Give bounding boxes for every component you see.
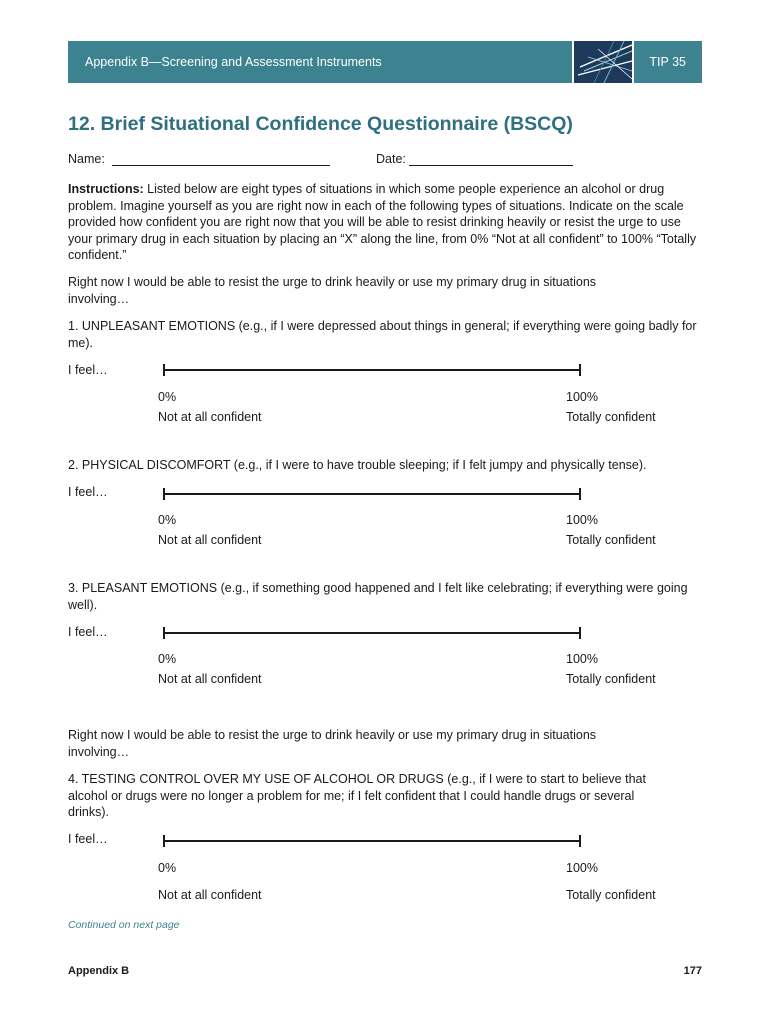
name-field-row — [68, 152, 330, 166]
page-header — [68, 41, 702, 83]
scale-max-label: 100% — [566, 390, 598, 404]
scale-max-desc: Totally confident — [566, 672, 656, 686]
scale-min-label: 0% — [158, 652, 177, 666]
feel-label: I feel… — [68, 832, 108, 846]
scale-min-desc: Not at all confident — [158, 533, 262, 547]
page-title: 12. Brief Situational Confidence Questionnaire (BSCQ) — [68, 113, 573, 135]
item-3-text: 3. PLEASANT EMOTIONS (e.g., if something good happened and I felt like celebrating; if everything were going well). — [68, 581, 688, 612]
footer-appendix-label: Appendix B — [68, 965, 130, 977]
date-label: Date: — [376, 152, 406, 166]
name-field[interactable] — [112, 153, 330, 166]
scale-min-label: 0% — [158, 861, 177, 875]
intro-text-1: Right now I would be able to resist the urge to drink heavily or use my primary drug in situations involving… — [68, 275, 597, 306]
scale-max-desc: Totally confident — [566, 888, 656, 902]
feel-label: I feel… — [68, 485, 108, 499]
intro-text-2: Right now I would be able to resist the urge to drink heavily or use my primary drug in situations involving… — [68, 728, 597, 759]
page-number: 177 — [683, 965, 702, 977]
scale-min-desc: Not at all confident — [158, 672, 262, 686]
item-4-text: 4. TESTING CONTROL OVER MY USE OF ALCOHOL OR DRUGS (e.g., if I were to start to believe that alcohol or drugs were no longer a problem for me; if I felt confident that I could handle drugs or several drinks). — [68, 772, 646, 819]
confidence-scale-3[interactable] — [163, 627, 581, 639]
scale-max-desc: Totally confident — [566, 410, 656, 424]
scale-min-desc: Not at all confident — [158, 410, 262, 424]
header-title: Appendix B—Screening and Assessment Instruments — [85, 55, 382, 69]
scale-min-desc: Not at all confident — [158, 888, 262, 902]
scale-min-label: 0% — [158, 513, 177, 527]
continued-note: Continued on next page — [68, 919, 180, 931]
date-field[interactable] — [409, 153, 573, 166]
scale-max-label: 100% — [566, 513, 598, 527]
date-field-row — [376, 152, 573, 166]
instructions — [68, 181, 708, 264]
scale-max-label: 100% — [566, 861, 598, 875]
item-1-text: 1. UNPLEASANT EMOTIONS (e.g., if I were depressed about things in general; if everything were going badly for me). — [68, 319, 697, 350]
feel-label: I feel… — [68, 625, 108, 639]
feel-label: I feel… — [68, 363, 108, 377]
scale-max-desc: Totally confident — [566, 533, 656, 547]
scale-max-label: 100% — [566, 652, 598, 666]
instructions-label: Instructions: — [68, 182, 144, 196]
tip-label: TIP 35 — [649, 55, 686, 69]
scale-min-label: 0% — [158, 390, 177, 404]
name-label: Name: — [68, 152, 105, 166]
abstract-lines-icon — [572, 41, 634, 83]
confidence-scale-1[interactable] — [163, 364, 581, 376]
confidence-scale-2[interactable] — [163, 488, 581, 500]
item-2-text: 2. PHYSICAL DISCOMFORT (e.g., if I were to have trouble sleeping; if I felt jumpy and physically tense). — [68, 458, 647, 472]
confidence-scale-4[interactable] — [163, 835, 581, 847]
instructions-text: Listed below are eight types of situations in which some people experience an alcohol or drug problem. Imagine yourself as you are right now in each of the following types of situations. Indicate on the scale provided how confident you are right now that you will be able to resist drinking heavily or resist the urge to use your primary drug in each situation by placing an “X” along the line, from 0% “Not at all confident” to 100% “Totally confident.” — [68, 182, 697, 262]
